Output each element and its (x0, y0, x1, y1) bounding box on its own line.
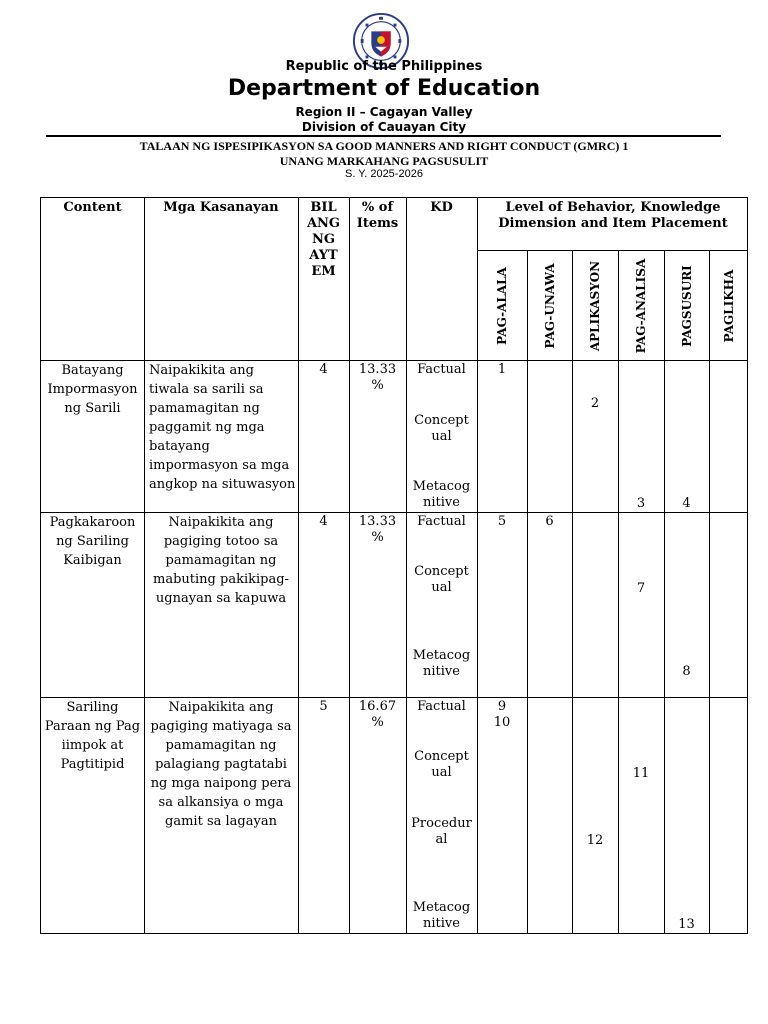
header-level-line: Dimension and Item Placement (498, 216, 728, 231)
row2-item-pagsusuri: 8 (682, 664, 691, 679)
row2-percent: 13.33 % (358, 514, 397, 545)
header-items-line: EM (311, 264, 336, 279)
row3-item-pag-alala: 9 10 (493, 699, 511, 730)
col-divider (709, 251, 710, 933)
row3-content: Sariling Paraan ng Pag iimpok at Pagtitipid (44, 700, 141, 772)
level-aplikasyon: APLIKASYON (588, 260, 602, 352)
republic-line: Republic of the Philippines (285, 59, 483, 74)
row3-competency: Naipakikita ang pagiging matiyaga sa pamamagitan ng palagiang pagtatabi ng mga naipong pera sa alkansiya o mga gamit sa lagayan (150, 700, 292, 829)
row1-competency: Naipakikita ang tiwala sa sarili sa pamamagitan ng paggamit ng mga batayang impormasyon sa mga angkop na situwasyon (149, 363, 296, 492)
department-title: Department of Education (227, 76, 541, 101)
header-items-line: ANG (306, 216, 341, 231)
level-paglikha: PAGLIKHA (722, 269, 736, 343)
row2-kd-factual: Factual (417, 514, 466, 529)
header-kd: KD (430, 200, 453, 215)
row1-item-pag-alala: 1 (497, 362, 507, 377)
header-items (298, 200, 349, 280)
header-percent-line: Items (356, 216, 399, 231)
row1-percent: 13.33 % (358, 362, 397, 393)
level-pag-unawa: PAG-UNAWA (543, 263, 557, 349)
row3-kd-factual: Factual (417, 699, 466, 714)
row2-kd-metacognitive: Metacog nitive (412, 648, 471, 679)
row3-kd-metacognitive: Metacog nitive (412, 900, 471, 931)
document-subtitle: UNANG MARKAHANG PAGSUSULIT (279, 154, 489, 168)
document-title: TALAAN NG ISPESIPIKASYON SA GOOD MANNERS AND RIGHT CONDUCT (GMRC) 1 (139, 139, 629, 153)
row3-items: 5 (319, 699, 328, 714)
header-level (477, 200, 749, 232)
row3-item-pag-analisa: 11 (632, 766, 650, 781)
col-divider (664, 251, 665, 933)
header-items-line: BIL (310, 200, 337, 215)
row3-item-pagsusuri: 13 (678, 917, 695, 932)
header-rule (46, 135, 721, 137)
row1-item-pag-analisa: 3 (636, 496, 646, 511)
col-divider (527, 251, 528, 933)
row3-item-aplikasyon: 12 (586, 833, 604, 848)
col-divider (349, 198, 350, 933)
row2-item-pag-analisa: 7 (636, 581, 646, 596)
row2-competency: Naipakikita ang pagiging totoo sa pamamagitan ng mabuting pakikipag- ugnayan sa kapuwa (153, 515, 289, 606)
row2-item-pag-alala: 5 (497, 514, 507, 529)
level-pagsusuri: PAGSUSURI (680, 265, 694, 347)
header-percent (349, 200, 406, 232)
row2-content: Pagkakaroon ng Sariling Kaibigan (49, 515, 136, 568)
level-pag-analisa: PAG-ANALISA (634, 258, 648, 354)
level-pag-alala: PAG-ALALA (495, 267, 509, 345)
row3-kd-conceptual: Concept ual (414, 749, 469, 780)
row1-kd-conceptual: Concept ual (414, 413, 469, 444)
row1-items: 4 (319, 362, 328, 377)
region-line: Region II – Cagayan Valley (295, 105, 473, 119)
header-content: Content (63, 200, 122, 215)
row2-kd-conceptual: Concept ual (414, 564, 469, 595)
header-items-line: NG (312, 232, 335, 247)
specification-table (40, 197, 748, 934)
row3-kd-procedural: Procedur al (411, 816, 472, 847)
division-line: Division of Cauayan City (301, 120, 467, 134)
row-divider (41, 360, 747, 361)
row1-kd-metacognitive: Metacog nitive (412, 479, 471, 510)
header-items-line: AYT (309, 248, 338, 263)
row1-kd-factual: Factual (417, 362, 466, 377)
header-competency: Mga Kasanayan (163, 200, 279, 215)
row1-item-aplikasyon: 2 (590, 396, 600, 411)
row1-content: Batayang Impormasyon ng Sarili (47, 363, 138, 416)
level-header-divider (477, 250, 747, 251)
school-year: S. Y. 2025-2026 (345, 168, 423, 180)
row1-item-pagsusuri: 4 (682, 496, 691, 511)
row3-percent: 16.67 % (358, 699, 397, 730)
row2-items: 4 (319, 514, 328, 529)
header-percent-line: % of (361, 200, 394, 215)
row2-item-pag-unawa: 6 (545, 514, 554, 529)
header-level-line: Level of Behavior, Knowledge (505, 200, 721, 215)
col-divider (298, 198, 299, 933)
col-divider (572, 251, 573, 933)
col-divider (477, 198, 478, 933)
